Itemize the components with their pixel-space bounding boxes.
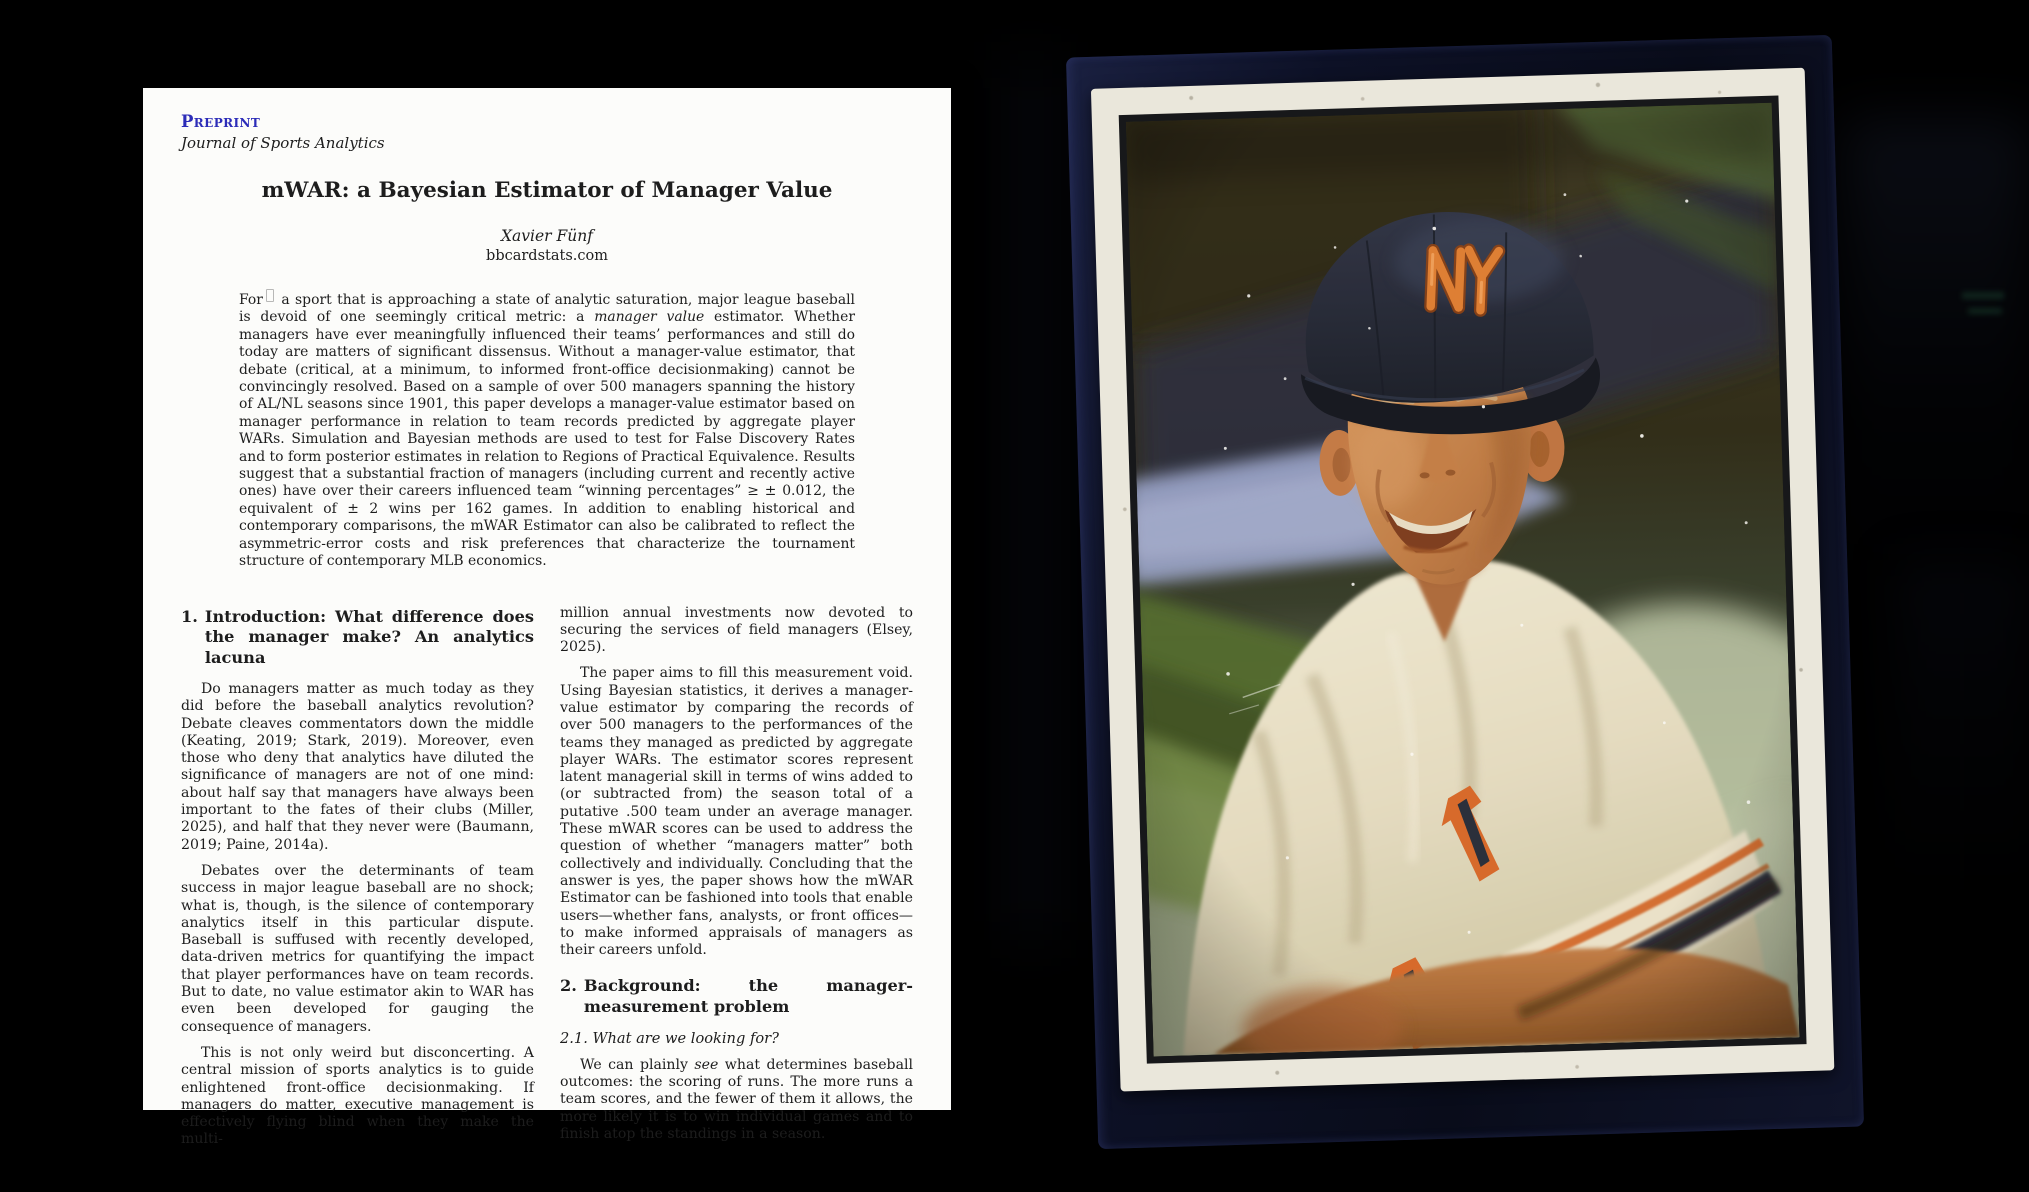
abstract-text: estimator. Whether managers have ever meaningfully influenced their teams’ performances and still do today are matters of significant dissensus. Without a manager-value estimator, that debate (critical, at a minimum, to informed front-office decisionmaking) cannot be convincingly resolved. Based on a sample of over 500 managers spanning the history of AL/NL seasons since 1901, this paper develops a manager-value estimator based on manager performance in relation to team records predicted by aggregate player WARs. Simulation and Bayesian methods are used to test for False Discovery Rates and to form posterior estimates in relation to Regions of Practical Equivalence. Results suggest that a substantial fraction of managers (including current and recently active ones) have over their careers influenced team “winning percentages” ≥ ± 0.012, the equivalent of ± 2 wins per 162 games. In addition to enabling historical and contemporary comparisons, the mWAR Estimator can also be calibrated to reflect the asymmetric-error costs and risk preferences that characterize the tournament structure of contemporary MLB economics. bbox=[239, 309, 855, 570]
paragraph: This is not only weird but disconcerting. A central mission of sports analytics is to guide enlightened front-office decisionmaking. If managers do matter, executive management is effectively flying blind when they make the multi- bbox=[181, 1044, 534, 1148]
column-right bbox=[560, 605, 913, 1158]
baseball-card-scene bbox=[1066, 35, 1864, 1149]
paper-page bbox=[143, 88, 951, 1148]
two-column-body bbox=[181, 605, 913, 1158]
section-number: 2. bbox=[560, 976, 577, 996]
paragraph: Do managers matter as much today as they did before the baseball analytics revolution? Debate cleaves commentators down the middle (Keating, 2019; Stark, 2019). Moreover, even those who deny that analytics have diluted the significance of managers are not of one mind: about half say that managers have always been important to the fates of their clubs (Miller, 2025), and half that they never were (Baumann, 2019; Paine, 2014a). bbox=[181, 681, 534, 853]
paper-title: mWAR: a Bayesian Estimator of Manager Value bbox=[261, 178, 833, 203]
abstract-emphasis: manager value bbox=[594, 309, 705, 326]
background-glint bbox=[1962, 292, 2004, 299]
section-1-heading bbox=[181, 607, 534, 669]
journal-name: Journal of Sports Analytics bbox=[181, 134, 385, 152]
section-title: Background: the manager-measurement problem bbox=[583, 976, 913, 1016]
abstract-text-start: For bbox=[239, 292, 263, 308]
author-affiliation: bbcardstats.com bbox=[486, 248, 608, 264]
paragraph-text: We can plainly bbox=[580, 1056, 695, 1073]
abstract-text: a sport that is approaching a state of analytic saturation, major league baseball is devoid of one seemingly critical metric: a bbox=[239, 292, 855, 326]
section-number: 1. bbox=[181, 606, 198, 626]
subsection-2-1-heading: 2.1. What are we looking for? bbox=[560, 1030, 779, 1048]
abstract bbox=[239, 289, 855, 571]
photo-frame bbox=[1119, 95, 1807, 1063]
preprint-label: Preprint bbox=[181, 112, 261, 131]
paragraph-emphasis: see bbox=[694, 1056, 719, 1073]
background-glint bbox=[1968, 308, 2002, 314]
player-photo bbox=[1126, 103, 1799, 1057]
baseball-card bbox=[1091, 68, 1834, 1092]
player-portrait-illustration bbox=[1126, 103, 1799, 1057]
background-reflection bbox=[1895, 560, 2029, 900]
section-2-heading bbox=[560, 976, 913, 1017]
paragraph-text: what determines baseball outcomes: the scoring of runs. The more runs a team scores, and the fewer of them it allows, the more likely it is to win individual games and to finish atop the standings in a season. bbox=[560, 1056, 913, 1142]
paragraph: Debates over the determinants of team success in major league baseball are no shock; what is, though, is the silence of contemporary analytics itself in this particular dispute. Baseball is suffused with recently developed, data-driven metrics for quantifying the impact that player performances have on team records. But to date, no value estimator akin to WAR has even been developed for gauging the consequence of managers. bbox=[181, 862, 534, 1035]
background-reflection bbox=[1000, 60, 1062, 940]
author-name: Xavier Fünf bbox=[501, 227, 593, 245]
paragraph: The paper aims to fill this measurement void. Using Bayesian statistics, it derives a manager-value estimator by comparing the records of over 500 managers to the performances of the teams they managed as predicted by aggregate player WARs. The estimator scores represent latent managerial skill in terms of wins added to (or subtracted from) the season total of a putative .500 team under an average manager. These mWAR scores can be used to address the question of whether “managers matter” both collectively and individually. Concluding that the answer is yes, the paper shows how the mWAR Estimator can be fashioned into tools that enable users—whether fans, analysts, or front offices—to make informed appraisals of managers as their careers unfold. bbox=[560, 665, 913, 959]
section-title: Introduction: What difference does the manager make? An analytics lacuna bbox=[204, 606, 534, 667]
paragraph bbox=[560, 1057, 913, 1143]
paragraph-continued: million annual investments now devoted to securing the services of field managers (Elsey, 2025). bbox=[560, 604, 913, 656]
column-left bbox=[181, 605, 534, 1158]
text-cursor-artifact-icon bbox=[266, 289, 274, 302]
